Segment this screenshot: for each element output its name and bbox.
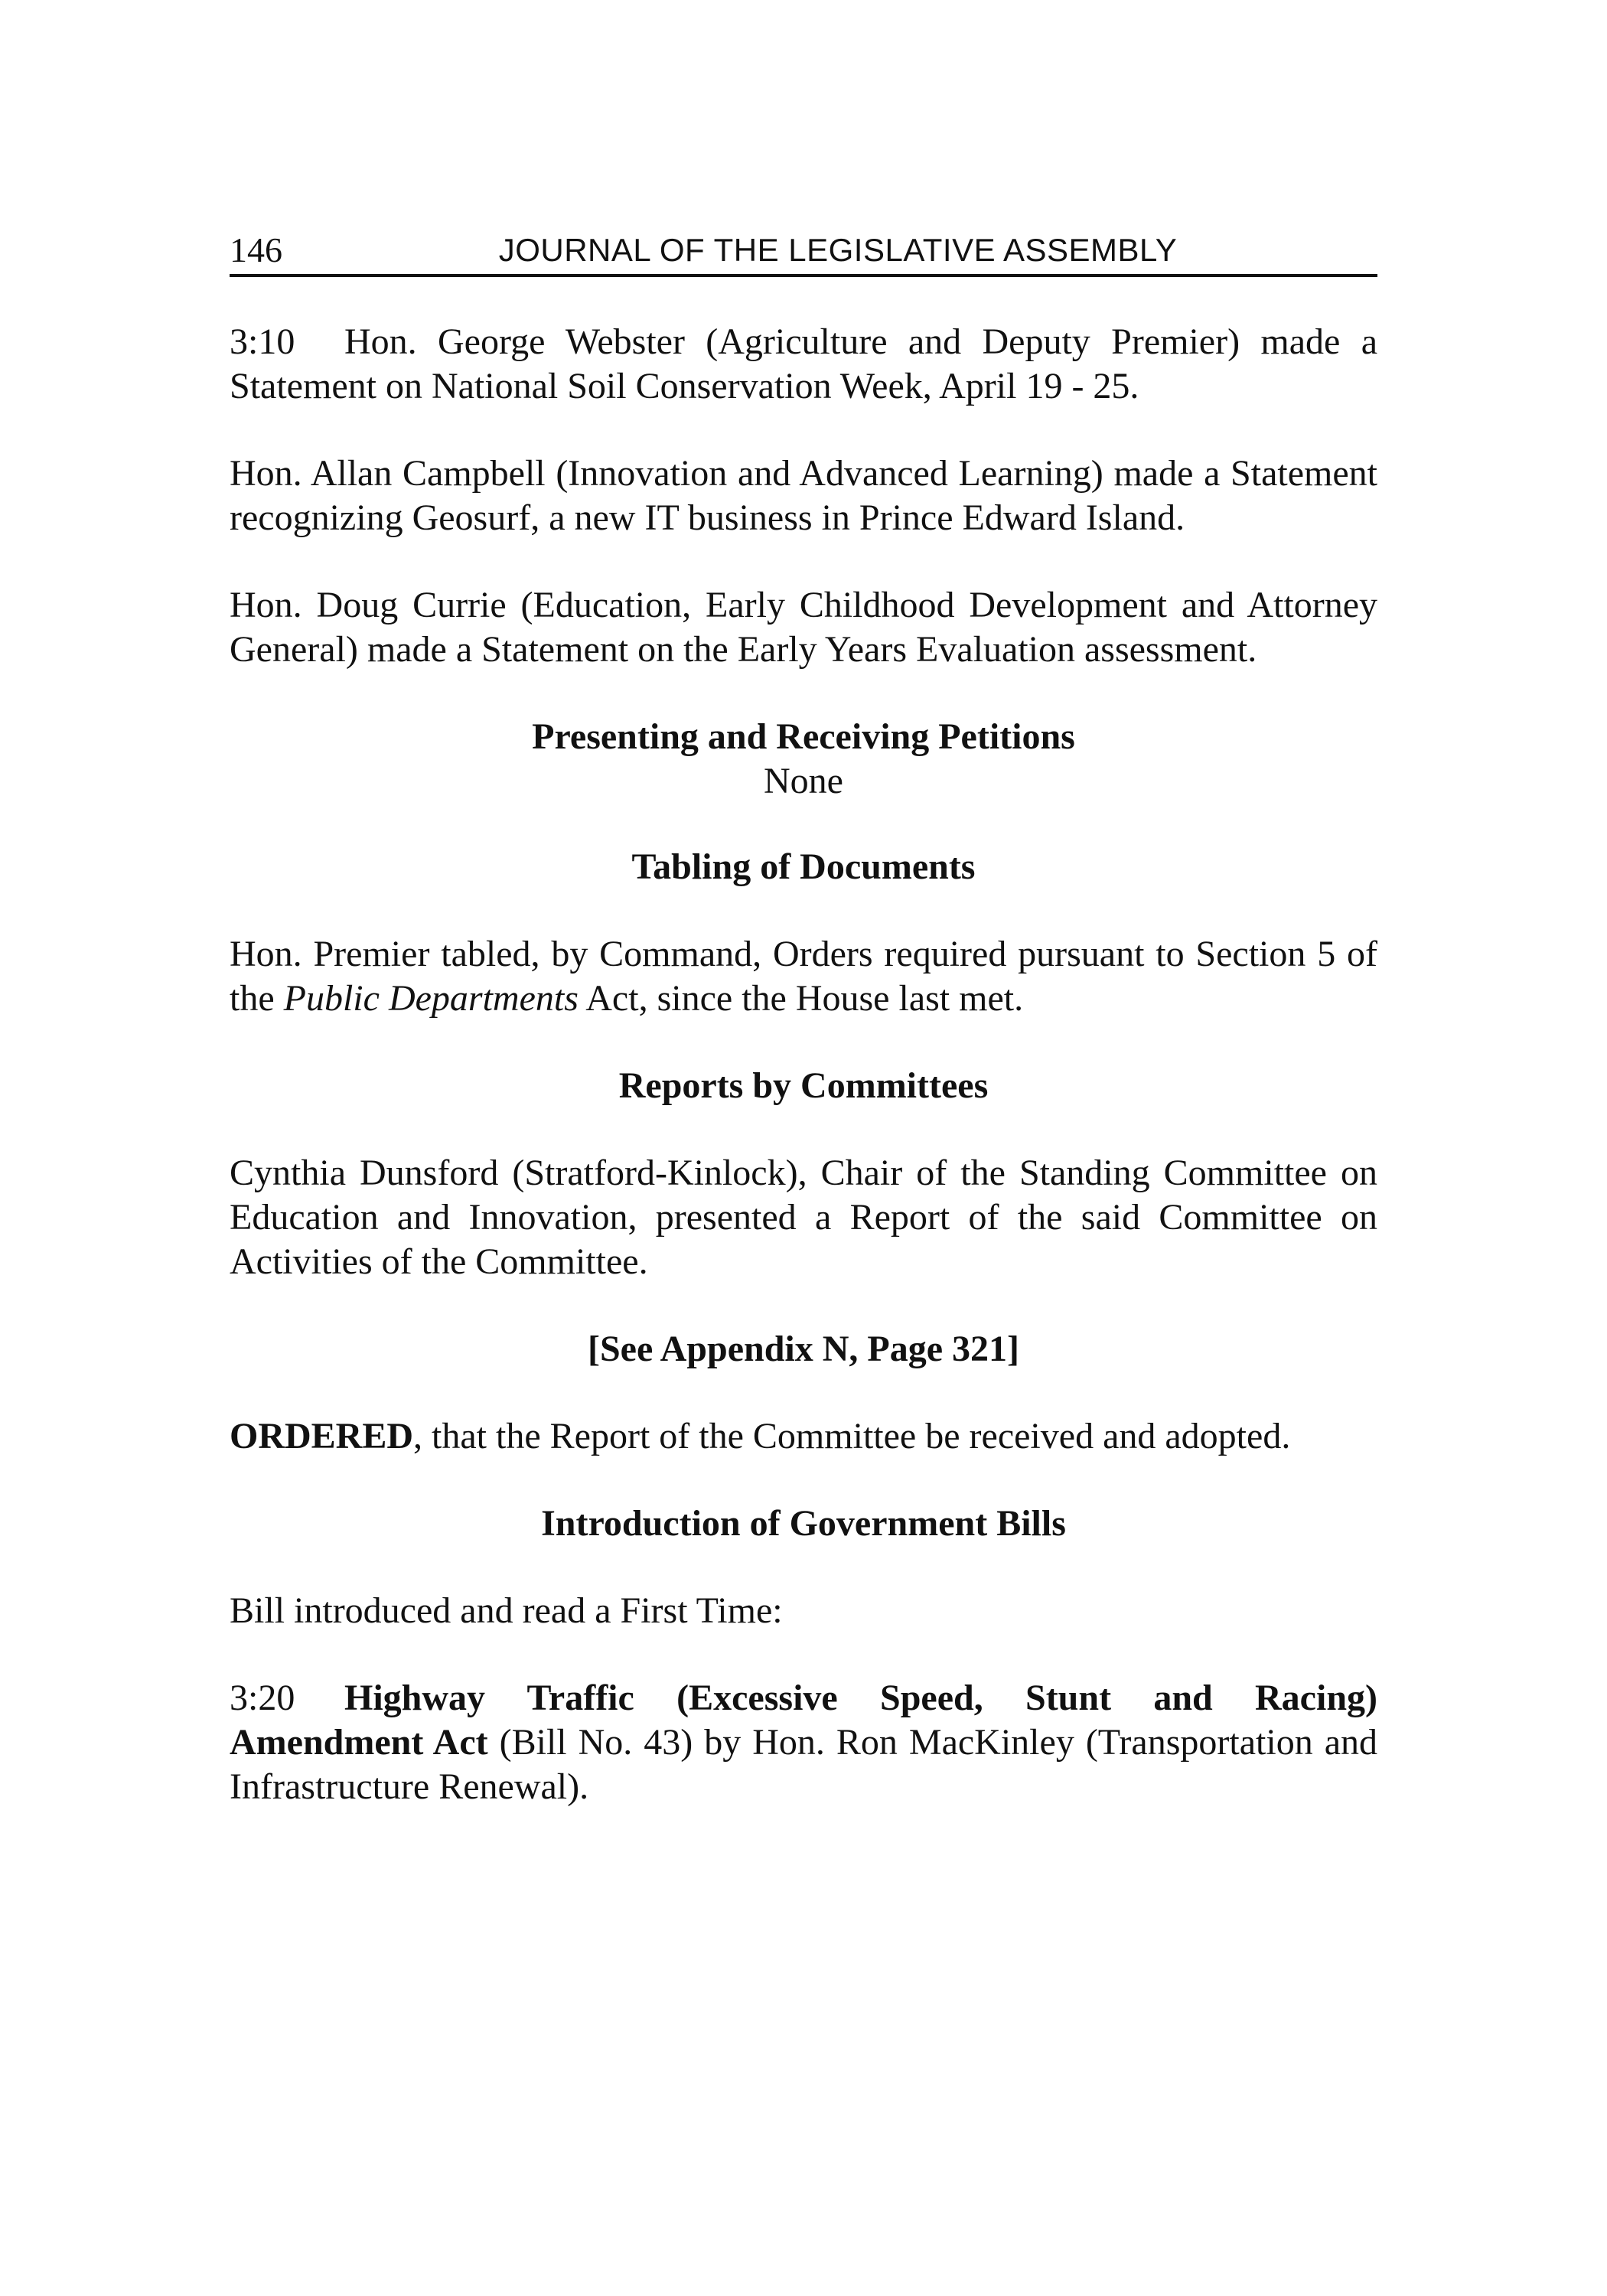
government-bills-heading: Introduction of Government Bills [541, 1503, 1066, 1544]
tabling-act-name: Public Departments [283, 978, 579, 1019]
page-header [230, 222, 1377, 277]
petitions-status: None [764, 761, 843, 801]
statement-currie: Hon. Doug Currie (Education, Early Childhood Development and Attorney General) made a Statement on the Early Years Evaluation assessment. [230, 585, 1377, 670]
bill-title: Highway Traffic (Excessive Speed, Stunt and Racing) Amendment Act [230, 1678, 1377, 1763]
tabling-heading: Tabling of Documents [631, 846, 976, 887]
bill-details: (Bill No. 43) by Hon. Ron MacKinley (Transportation and Infrastructure Renewal). [230, 1722, 1377, 1807]
statement-text: Hon. George Webster (Agriculture and Deputy Premier) made a Statement on National Soil Conservation Week, April 19 - 25. [230, 321, 1377, 406]
journal-body [230, 320, 1377, 1852]
ordered-label: ORDERED [230, 1416, 414, 1456]
bill-time: 3:20 [230, 1678, 295, 1718]
tabling-text-after: Act, since the House last met. [578, 978, 1024, 1019]
petitions-heading: Presenting and Receiving Petitions [532, 716, 1075, 757]
reports-heading: Reports by Committees [618, 1065, 989, 1106]
reports-paragraph: Cynthia Dunsford (Stratford-Kinlock), Chair of the Standing Committee on Education and Innovation, presented a Report of the said Committee on Activities of the Committee. [230, 1153, 1377, 1282]
statement-campbell: Hon. Allan Campbell (Innovation and Advanced Learning) made a Statement recognizing Geosurf, a new IT business in Prince Edward Island. [230, 453, 1377, 538]
bill-intro: Bill introduced and read a First Time: [230, 1590, 783, 1631]
tabling-paragraph [230, 932, 1377, 1021]
bill-entry [230, 1676, 1377, 1809]
tabling-text-before: Hon. Premier tabled, by Command, Orders required pursuant to Section 5 of the [230, 934, 1377, 1019]
statement-webster [230, 320, 1377, 409]
page-number: 146 [230, 230, 282, 269]
ordered-paragraph [230, 1414, 1377, 1459]
running-head: JOURNAL OF THE LEGISLATIVE ASSEMBLY [498, 232, 1178, 268]
appendix-reference: [See Appendix N, Page 321] [588, 1329, 1019, 1369]
ordered-text: , that the Report of the Committee be received and adopted. [413, 1416, 1291, 1456]
statement-time: 3:10 [230, 321, 295, 362]
